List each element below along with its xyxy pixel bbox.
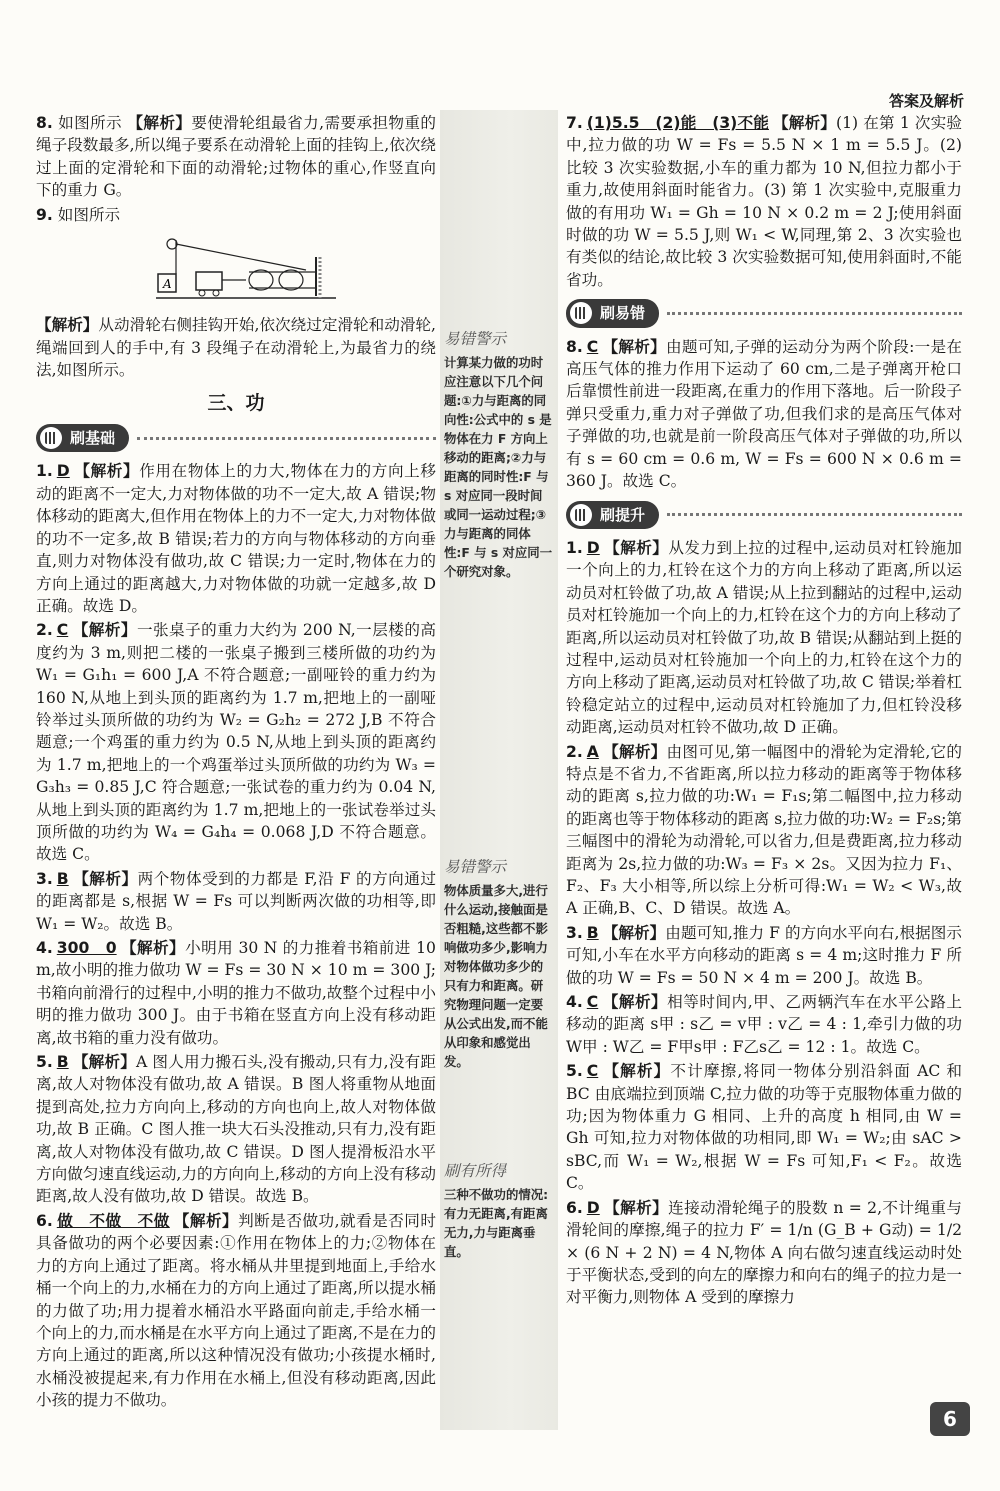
question-text: 判断是否做功,就看是否同时具备做功的两个必要因素:①作用在物体上的力;②物体在力的方向上通过了距离。将水桶从井里提到地面上,手给水桶一个向上的力,水桶在力的方向上通过了距离,所以提水桶的力做了功;用力提着水桶沿水平路面向前走,手给水桶一个向上的力,而水桶是在水平方向上通过了距离,不是在力的方向上通过的距离,所以这种情况没有做功;小孩提水桶时,水桶没被提起来,有力作用在水桶上,但没有移动距离,因此小孩的提力不做功。: [36, 1211, 436, 1410]
question-item: [36, 937, 436, 1049]
question-label: 【解析】: [72, 621, 137, 640]
question-label: 【解析】: [72, 1053, 136, 1072]
badge-errors: 刷易错: [566, 299, 659, 327]
left-question-list: [36, 460, 436, 1411]
question-item: [36, 619, 436, 865]
question-item: [566, 741, 962, 920]
question-item: [566, 1197, 962, 1309]
question-item: [36, 1051, 436, 1208]
question-label: 【解析】: [602, 923, 666, 942]
question-num: 5.: [566, 1062, 583, 1081]
question-ans: D: [586, 1198, 600, 1217]
question-ans: A: [586, 742, 599, 761]
question-num: 4.: [566, 993, 583, 1012]
dotted-divider: [667, 312, 962, 315]
question-ans: D: [586, 538, 600, 557]
question-ans: 300 0: [56, 939, 117, 957]
right-question-list: [566, 537, 962, 1309]
question-8-right: 8. C 【解析】由题可知,子弹的运动分为两个阶段:一是在高压气体的推力作用下运动了 60 cm,二是子弹离开枪口后靠惯性前进一段距离,在重力的作用下落地。后一阶段子弹只受重力,重力对子弹做了功,但我们求的是高压气体对子弹做的功,也就是前一阶段高压气体对子弹做的功,所以有 s = 60 cm = 0.6 m, W = Fs = 600 N × 0.6 m = 360 J。故选 C。: [566, 337, 962, 491]
note-error-warning-1: 易错警示 计算某力做的功时应注意以下几个问题:①力与距离的同向性:公式中的 s 是物体在力 F 方向上移动的距离;②力与距离的同时性:F 与 s 对应同一段时间或同一运动过程;③力与距离的同体性:F 与 s 对应同一个研究对象。: [444, 330, 553, 579]
question-text: 不计摩擦,将同一物体分别沿斜面 AC 和 BC 由底端拉到顶端 C,拉力做的功等于克服物体重力做的功;因为物体重力 G 相同、上升的高度 h 相同,由 W = Gh 可知,拉力对物体做的功相同,即 W₁ = W₂;由 sAC > sBC,而 W₁ = W₂,根据 W = Fs 可知,F₁ < F₂。故选 C。: [566, 1062, 962, 1193]
badge-improve: 刷提升: [566, 501, 659, 529]
question-item: [566, 991, 962, 1058]
question-label: 【解析】: [120, 939, 186, 957]
question-num: 2.: [36, 621, 53, 640]
badge-row-errors: [566, 299, 962, 327]
question-label: 【解析】: [602, 742, 667, 761]
question-ans: D: [56, 462, 70, 481]
question-text: 从发力到上拉的过程中,运动员对杠铃施加一个向上的力,杠铃在这个力的方向上移动了距离,所以运动员对杠铃做了功,故 A 错误;从上拉到翻站的过程中,运动员对杠铃施加一个向上的力,杠铃在这个力的方向上移动了距离,所以运动员对杠铃做了功,故 B 错误;从翻站到上挺的过程中,运动员对杠铃施加一个向上的力,杠铃在这个力的方向上移动了距离,运动员对杠铃做了功,故 C 错误;举着杠铃稳定站立的过程中,运动员对杠铃施加了力,但杠铃没移动距离,运动员对杠铃不做功,故 D 正确。: [566, 538, 962, 737]
question-num: 3.: [36, 869, 53, 888]
question-num: 5.: [36, 1053, 53, 1072]
question-label: 【解析】: [603, 538, 669, 557]
question-num: 1.: [36, 462, 53, 481]
question-ans: B: [56, 1053, 69, 1072]
question-ans: B: [56, 869, 69, 888]
question-item: [36, 868, 436, 935]
question-label: 【解析】: [603, 1198, 669, 1217]
question-ans: C: [56, 621, 69, 640]
page-number: 6: [930, 1402, 970, 1436]
dotted-divider: [667, 513, 962, 516]
question-num: 6.: [566, 1198, 583, 1217]
right-column: [566, 112, 962, 1311]
question-text: 作用在物体上的力大,物体在力的方向上移动的距离不一定大,力对物体做的功不一定大,故 A 错误;物体移动的距离大,但作用在物体上的力不一定大,力对物体做的功不一定多,故 B 错误;若力的方向与物体移动的方向垂直,则力对物体没有做功,故 C 错误;力一定时,物体在力的方向上通过的距离越大,力对物体做的功就一定越多,故 D 正确。故选 D。: [36, 462, 436, 615]
question-num: 4.: [36, 939, 53, 957]
brush-icon: [570, 504, 592, 526]
question-item: [36, 460, 436, 617]
section-title: 三、功: [207, 391, 265, 414]
question-num: 2.: [566, 742, 583, 761]
question-9: 9. 如图所示: [36, 205, 121, 224]
badge-basic: 刷基础: [36, 424, 129, 452]
question-label: 【解析】: [72, 869, 138, 888]
brush-icon: [570, 302, 592, 324]
question-text: 一张桌子的重力大约为 200 N,一层楼的高度约为 3 m,则把二楼的一张桌子搬到三楼所做的功约为 W₁ = G₁h₁ = 600 J,A 不符合题意;一副哑铃的重力约为 160 N,从地上到头顶的距离约为 1.7 m,把地上的一副哑铃举过头顶所做的功约为 W₂ = G₂h₂ = 272 J,B 不符合题意;一个鸡蛋的重力约为 0.5 N,从地上到头顶的距离约为 1.7 m,把地上的一个鸡蛋举过头顶所做的功约为 W₃ = G₃h₃ = 0.85 J,C 符合题意;一张试卷的重力约为 0.04 N,从地上到头顶的距离约为 1.7 m,把地上的一张试卷举过头顶所做的功约为 W₄ = G₄h₄ = 0.068 J,D 不符合题意。故选 C。: [36, 621, 436, 864]
question-text: A 图人用力搬石头,没有搬动,只有力,没有距离,故人对物体没有做功,故 A 错误。B 图人将重物从地面提到高处,拉力方向向上,移动的方向也向上,故人对物体做功,故 B 正确。C 图人推一块大石头没推动,只有力,没有距离,故人对物体没有做功,故 C 错误。D 图人提滑板沿水平方向做匀速直线运动,力的方向向上,移动的方向上没有移动距离,故人没有做功,故 D 错误。故选 B。: [36, 1053, 436, 1206]
brush-icon: [40, 427, 62, 449]
question-num: 1.: [566, 538, 583, 557]
question-text: 相等时间内,甲、乙两辆汽车在水平公路上移动的距离 s甲 : s乙 = v甲 : v乙 = 4 : 1,牵引力做的功 W甲 : W乙 = F甲s甲 : F乙s乙 = 12 : 1。故选 C。: [566, 993, 962, 1056]
left-column: [36, 112, 436, 1414]
question-label: 【解析】: [173, 1211, 239, 1230]
question-ans: 做 不做 不做: [56, 1211, 170, 1230]
question-item: [566, 1060, 962, 1194]
block-label: A: [163, 277, 172, 292]
question-8: 8. 如图所示 【解析】要使滑轮组最省力,需要承担物重的绳子段数最多,所以绳子要系在动滑轮上面的挂钩上,依次绕过上面的定滑轮和下面的动滑轮;过物体的重心,作竖直向下的重力 G。: [36, 114, 436, 200]
question-num: 3.: [566, 923, 583, 942]
badge-row-basic: [36, 424, 436, 452]
note-takeaway: 刷有所得 三种不做功的情况:有力无距离,有距离无力,力与距离垂直。: [444, 1162, 549, 1259]
question-text: 由图可见,第一幅图中的滑轮为定滑轮,它的特点是不省力,不省距离,所以拉力移动的距离等于物体移动的距离 s,拉力做的功:W₁ = F₁s;第二幅图中,拉力移动的距离也等于物体移动的距离 s,拉力做的功:W₂ = F₂s;第三幅图中的滑轮为动滑轮,可以省力,但是费距离,拉力移动距离为 2s,拉力做的功:W₃ = F₃ × 2s。又因为拉力 F₁、F₂、F₃ 大小相等,所以综上分析可得:W₁ = W₂ < W₃,故 A 正确,B、C、D 错误。故选 A。: [566, 742, 962, 918]
question-num: 6.: [36, 1211, 53, 1230]
question-item: [566, 537, 962, 739]
question-label: 【解析】: [73, 462, 140, 481]
question-text: 小明用 30 N 的力推着书箱前进 10 m,故小明的推力做功 W = Fs = 30 N × 10 m = 300 J;书箱向前滑行的过程中,小明的推力不做功,故整个过程中小明的推力做功 300 J。由于书箱在竖直方向上没有移动距离,故书箱的重力没有做功。: [36, 939, 436, 1047]
question-ans: B: [586, 923, 599, 942]
question-label: 【解析】: [602, 993, 668, 1012]
question-ans: C: [586, 1062, 599, 1081]
page-header: 答案及解析: [888, 92, 964, 110]
badge-row-improve: [566, 501, 962, 529]
question-ans: C: [586, 993, 599, 1012]
pulley-diagram: [156, 232, 356, 304]
question-text: 连接动滑轮绳子的股数 n = 2,不计绳重与滑轮间的摩擦,绳子的拉力 F′ = 1/n (G_B + G动) = 1/2 × (6 N + 2 N) = 4 N,物体 A 向右做匀速直线运动时处于平衡状态,受到的向左的摩擦力和向右的绳子的拉力是一对平衡力,则物体 A 受到的摩擦力: [566, 1198, 962, 1307]
note-error-warning-2: 易错警示 物体质量多大,进行什么运动,接触面是否粗糙,这些都不影响做功多少,影响力对物体做功多少的只有力和距离。研究物理问题一定要从公式出发,而不能从印象和感觉出发。: [444, 858, 548, 1069]
question-label: 【解析】: [602, 1062, 671, 1081]
question-text: 由题可知,推力 F 的方向水平向右,根据图示可知,小车在水平方向移动的距离 s = 4 m;这时推力 F 所做的功 W = Fs = 50 N × 4 m = 200 J。故选 B。: [566, 923, 962, 987]
question-item: [566, 922, 962, 989]
question-9-analysis: 【解析】从动滑轮右侧挂钩开始,依次绕过定滑轮和动滑轮,绳端回到人的手中,有 3 段绳子在动滑轮上,为最省力的绕法,如图所示。: [36, 316, 436, 380]
dotted-divider: [137, 437, 436, 440]
question-text: 两个物体受到的力都是 F,沿 F 的方向通过的距离都是 s,根据 W = Fs 可以判断两次做的功相等,即 W₁ = W₂。故选 B。: [36, 869, 436, 933]
question-7: 7. (1)5.5 (2)能 (3)不能 【解析】(1) 在第 1 次实验中,拉力做的功 W = Fs = 5.5 N × 1 m = 5.5 J。(2) 比较 3 次实验数据,小车的重力都为 10 N,但拉力都小于重力,故使用斜面时能省力。(3) 第 1 次实验中,克服重力做的有用功 W₁ = Gh = 10 N × 0.2 m = 2 J;使用斜面时做的功 W = 5.5 J,则 W₁ < W,同理,第 2、3 次实验也有类似的结论,故比较 3 次实验数据可知,使用斜面时,不能省功。: [566, 114, 962, 289]
question-item: [36, 1210, 436, 1412]
